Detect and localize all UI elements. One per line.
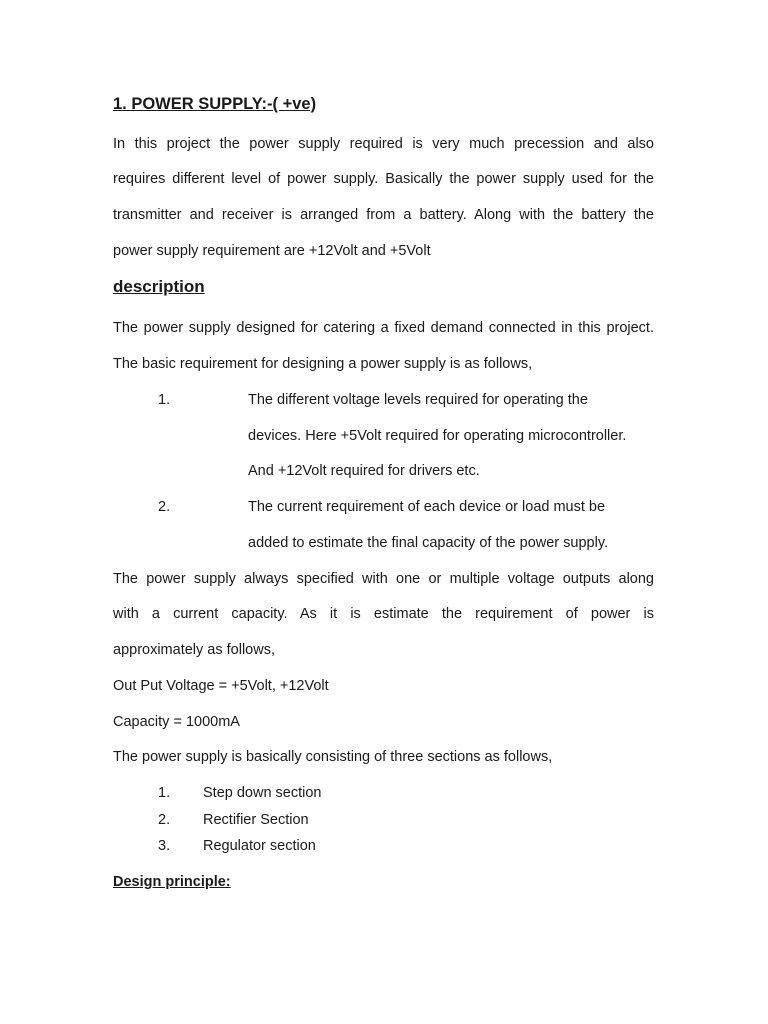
capacity-value: Capacity = 1000mA — [113, 714, 240, 730]
description-line: The power supply designed for catering a fixed demand connected in this project. — [113, 320, 654, 336]
section-heading: 1. POWER SUPPLY:-( +ve) — [113, 95, 317, 113]
requirement-line: The different voltage levels required for operating the — [248, 392, 588, 408]
intro-line: power supply requirement are +12Volt and +5Volt — [113, 243, 431, 259]
intro-line: transmitter and receiver is arranged from a battery. Along with the battery the — [113, 207, 654, 223]
sections-intro: The power supply is basically consisting of three sections as follows, — [113, 749, 553, 765]
intro-line: requires different level of power supply. Basically the power supply used for the — [113, 171, 654, 187]
section-number: 3. — [158, 838, 171, 854]
description-line: The basic requirement for designing a power supply is as follows, — [113, 356, 533, 372]
section-number: 2. — [158, 812, 171, 828]
description-heading: description — [113, 277, 205, 296]
requirement-line: devices. Here +5Volt required for operating microcontroller. — [248, 428, 627, 444]
capacity-line: approximately as follows, — [113, 642, 275, 658]
section-number: 1. — [158, 785, 171, 801]
capacity-line: with a current capacity. As it is estimate the requirement of power is — [113, 606, 654, 622]
requirement-number: 1. — [158, 392, 171, 408]
requirement-line: And +12Volt required for drivers etc. — [248, 463, 480, 479]
output-voltage: Out Put Voltage = +5Volt, +12Volt — [113, 678, 329, 694]
section-label: Regulator section — [203, 838, 316, 854]
capacity-line: The power supply always specified with one or multiple voltage outputs along — [113, 571, 654, 587]
section-label: Rectifier Section — [203, 812, 309, 828]
design-principle-heading: Design principle: — [113, 874, 231, 890]
requirement-line: The current requirement of each device or load must be — [248, 499, 606, 515]
intro-line: In this project the power supply required is very much precession and also — [113, 136, 654, 152]
requirement-number: 2. — [158, 499, 171, 515]
requirement-line: added to estimate the final capacity of the power supply. — [248, 535, 609, 551]
section-label: Step down section — [203, 785, 322, 801]
